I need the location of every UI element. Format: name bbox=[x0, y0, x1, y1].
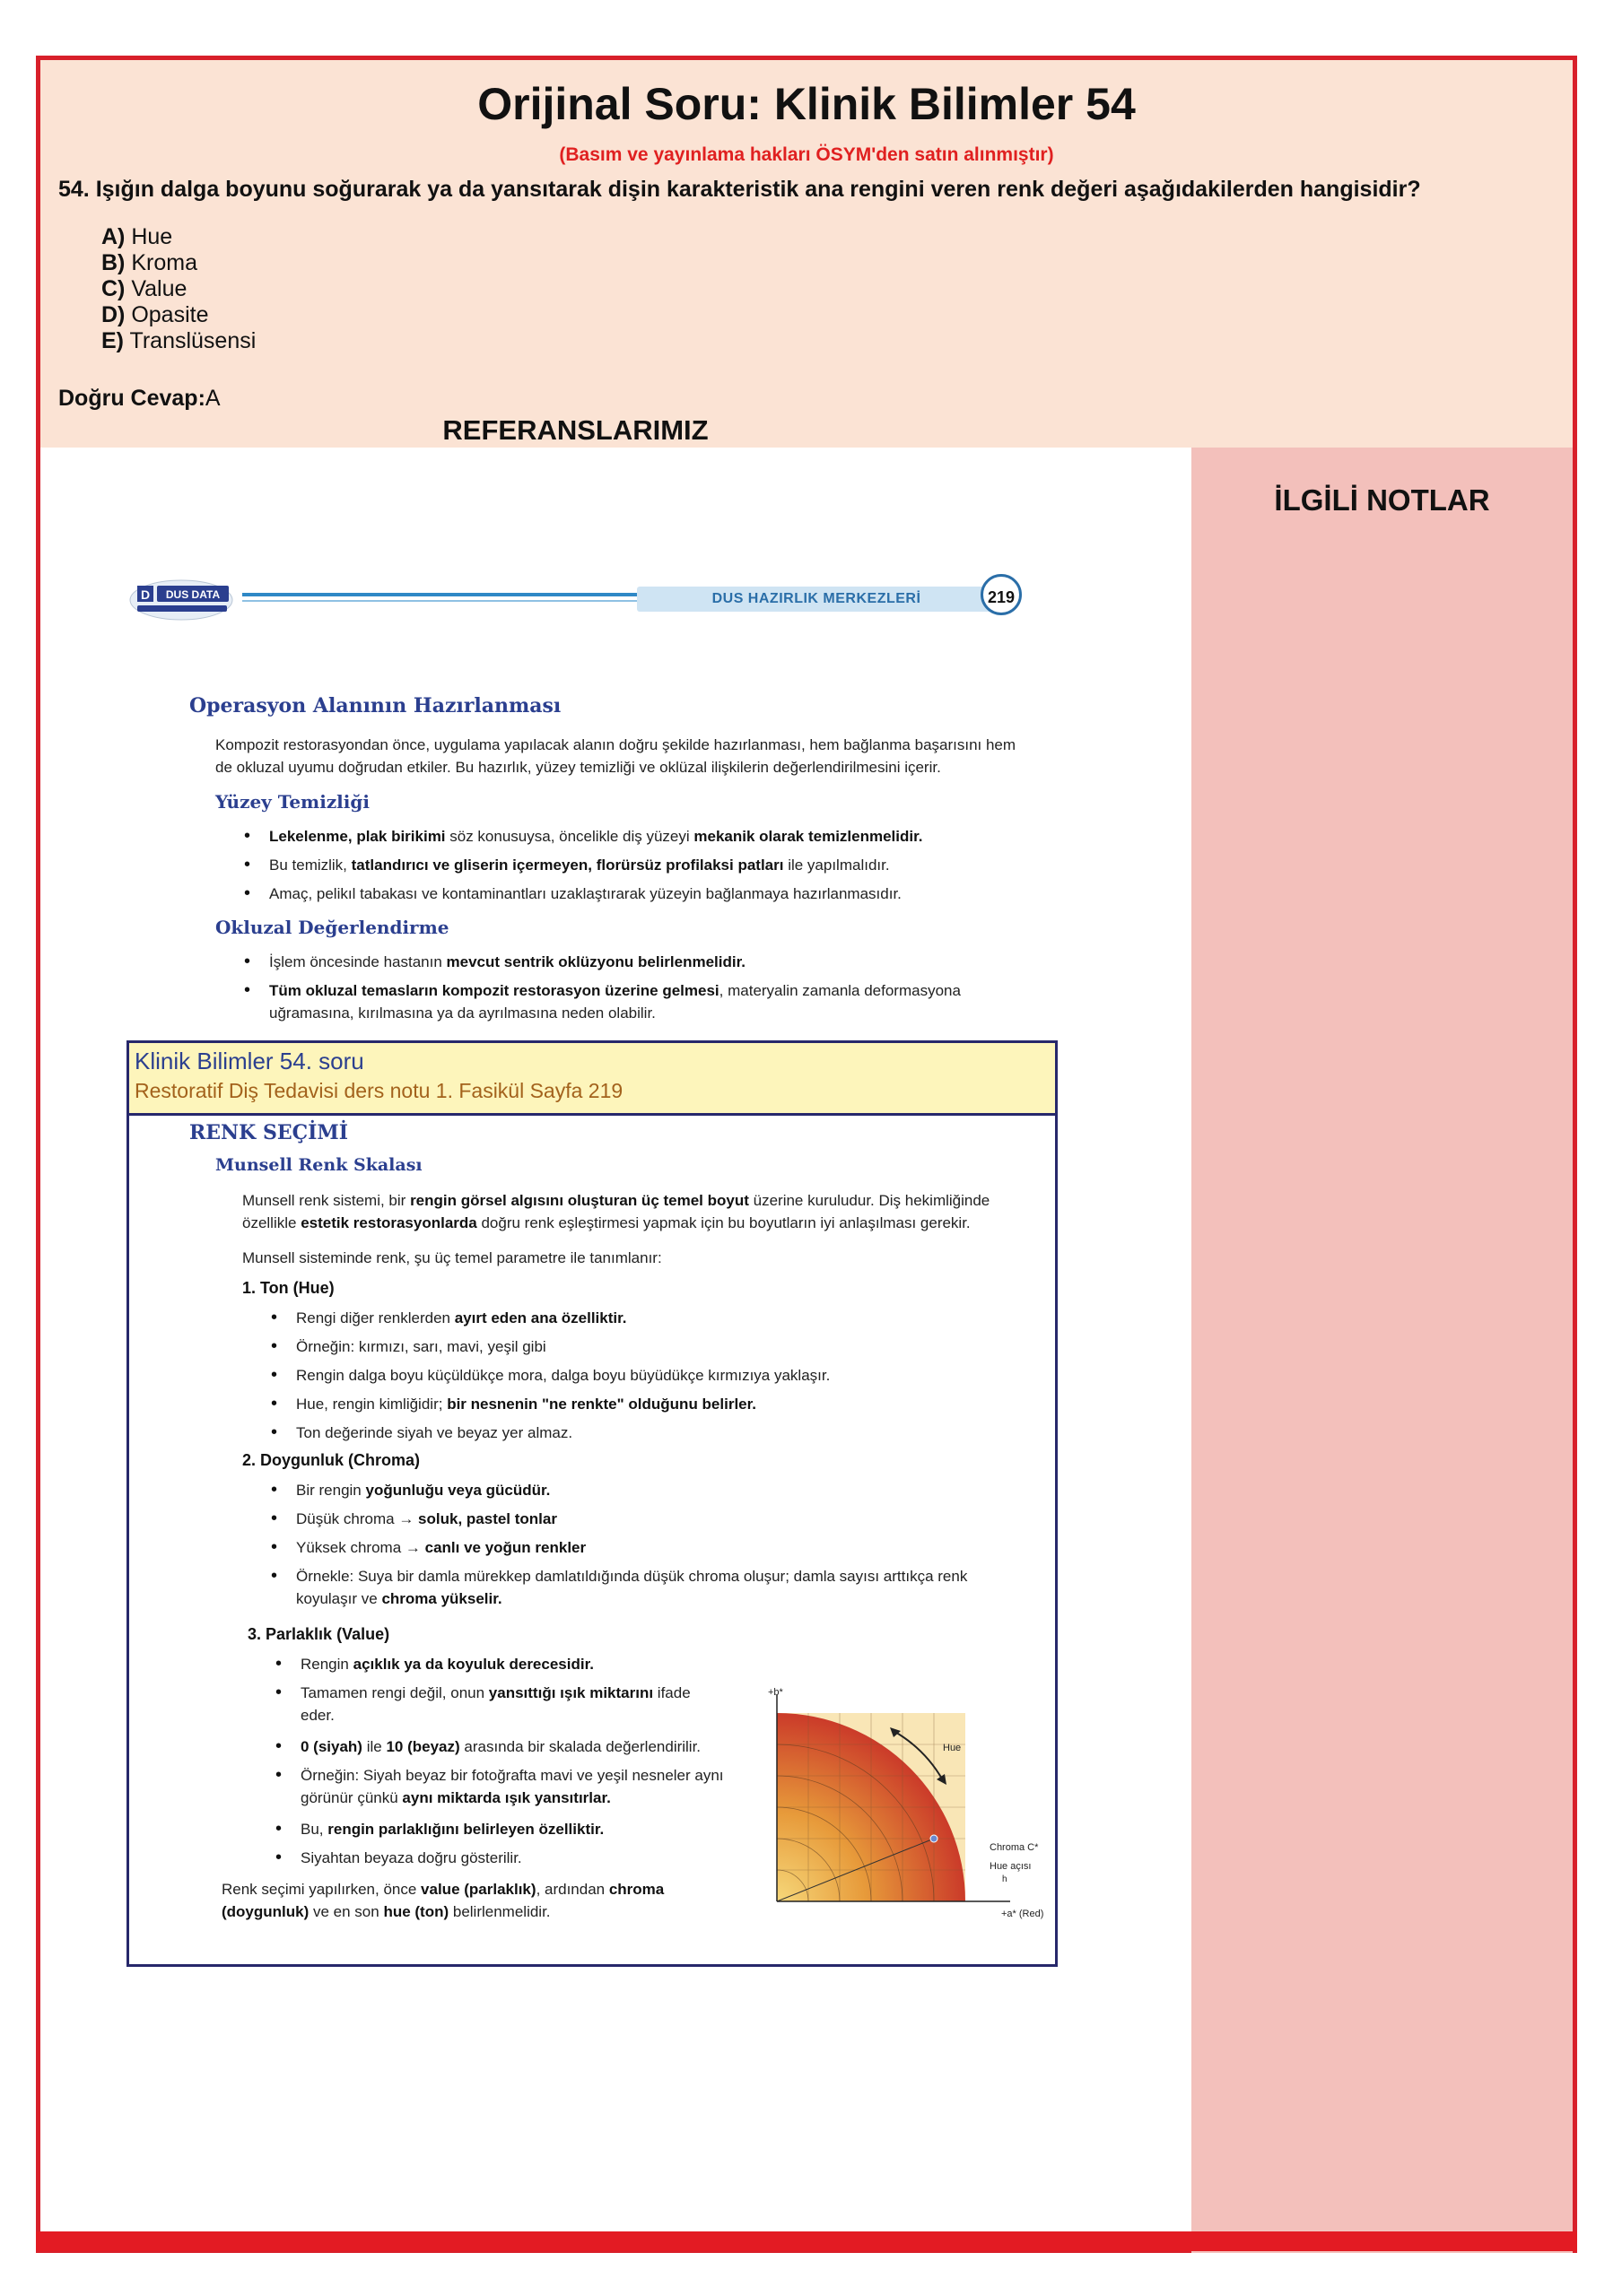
list-item: • Bir rengin yoğunluğu veya gücüdür. bbox=[296, 1479, 550, 1501]
list-item: • Rengi diğer renklerden ayırt eden ana özelliktir. bbox=[296, 1307, 627, 1329]
heading-value: 3. Parlaklık (Value) bbox=[248, 1625, 390, 1643]
list-item: • Örneğin: kırmızı, sarı, mavi, yeşil gibi bbox=[296, 1335, 546, 1358]
list-item: • Ton değerinde siyah ve beyaz yer almaz. bbox=[296, 1422, 572, 1444]
list-item: • 0 (siyah) ile 10 (beyaz) arasında bir skalada değerlendirilir. bbox=[301, 1735, 701, 1758]
subsection-title-okluzal: Okluzal Değerlendirme bbox=[215, 917, 449, 938]
hue-angle-symbol: h bbox=[1002, 1874, 1007, 1884]
option-e: E) Translüsensi bbox=[101, 328, 257, 353]
paragraph: Munsell renk sistemi, bir rengin görsel algısını oluşturan üç temel boyut üzerine kuruludur. Diş hekimliğinde bbox=[242, 1192, 990, 1209]
option-b: B) Kroma bbox=[101, 250, 197, 275]
header-band: DUS HAZIRLIK MERKEZLERİ bbox=[637, 587, 996, 612]
list-item: • Örnekle: Suya bir damla mürekkep damlatıldığında düşük chroma oluşur; damla sayısı arttıkça renk bbox=[296, 1565, 967, 1587]
axis-a-label: +a* (Red) bbox=[1001, 1909, 1044, 1919]
paragraph: özellikle estetik restorasyonlarda doğru renk eşleştirmesi yapmak için bu boyutların iyi anlaşılması gerekir. bbox=[242, 1214, 971, 1231]
correct-answer: Doğru Cevap:A bbox=[58, 386, 221, 411]
paragraph: Munsell sisteminde renk, şu üç temel parametre ile tanımlanır: bbox=[242, 1249, 662, 1266]
notes-title: İLGİLİ NOTLAR bbox=[1274, 483, 1490, 517]
page-number: 219 bbox=[981, 574, 1022, 615]
paragraph: (doygunluk) ve en son hue (ton) belirlenmelidir. bbox=[222, 1903, 551, 1920]
list-item: • Rengin açıklık ya da koyuluk derecesidir. bbox=[301, 1653, 594, 1675]
reference-box-subtitle: Restoratif Diş Tedavisi ders notu 1. Fasikül Sayfa 219 bbox=[135, 1079, 624, 1102]
question-title: Orijinal Soru: Klinik Bilimler 54 bbox=[477, 79, 1136, 129]
subsection-title-yuzey: Yüzey Temizliği bbox=[215, 791, 370, 813]
axis-b-label: +b* bbox=[768, 1687, 783, 1698]
heading-chroma: 2. Doygunluk (Chroma) bbox=[242, 1451, 421, 1469]
list-item: • Lekelenme, plak birikimi söz konusuysa, öncelikle diş yüzeyi mekanik olarak temizlenmelidir. bbox=[269, 825, 923, 848]
hue-angle-label: Hue açısı bbox=[990, 1861, 1032, 1872]
list-item-continuation: görünür çünkü aynı miktarda ışık yansıtırlar. bbox=[301, 1789, 611, 1806]
section-title-renk: RENK SEÇİMİ bbox=[189, 1121, 349, 1144]
option-d: D) Opasite bbox=[101, 302, 209, 327]
heading-ton: 1. Ton (Hue) bbox=[242, 1279, 335, 1297]
question-panel bbox=[40, 60, 1573, 448]
list-item: • Yüksek chroma → canlı ve yoğun renkler bbox=[296, 1536, 586, 1559]
section-intro-line-1: Kompozit restorasyondan önce, uygulama yapılacak alanın doğru şekilde hazırlanması, hem bağlanma başarısını hem bbox=[215, 736, 1016, 753]
list-item: • Tüm okluzal temasların kompozit restorasyon üzerine gelmesi, materyalin zamanla deformasyona bbox=[269, 979, 961, 1002]
notes-panel bbox=[1191, 448, 1573, 2253]
list-item-continuation: uğramasına, kırılmasına ya da ayrılmasına neden olabilir. bbox=[269, 1004, 656, 1022]
hue-label: Hue bbox=[943, 1743, 962, 1753]
list-item: • Örneğin: Siyah beyaz bir fotoğrafta mavi ve yeşil nesneler aynı bbox=[301, 1764, 724, 1787]
munsell-quadrant-figure bbox=[741, 1686, 1064, 1928]
list-item: • Rengin dalga boyu küçüldükçe mora, dalga boyu büyüdükçe kırmızıya yaklaşır. bbox=[296, 1364, 830, 1387]
list-item: • Tamamen rengi değil, onun yansıttığı ışık miktarını ifade bbox=[301, 1682, 691, 1704]
question-text: 54. Işığın dalga boyunu soğurarak ya da yansıtarak dişin karakteristik ana rengini veren renk değeri aşağıdakilerden hangisidir? bbox=[58, 177, 1421, 202]
answer-options bbox=[101, 224, 256, 354]
references-title: REFERANSLARIMIZ bbox=[442, 414, 709, 446]
list-item: • Bu temizlik, tatlandırıcı ve gliserin içermeyen, florürsüz profilaksi patları ile yapılmalıdır. bbox=[269, 854, 890, 876]
section-title-operasyon: Operasyon Alanının Hazırlanması bbox=[189, 694, 562, 718]
list-item-continuation: koyulaşır ve chroma yükselir. bbox=[296, 1590, 502, 1607]
bottom-bar bbox=[36, 2231, 1577, 2251]
logo-text: DUS DATA bbox=[165, 588, 221, 601]
list-item: • Bu, rengin parlaklığını belirleyen özelliktir. bbox=[301, 1818, 604, 1840]
paragraph: Renk seçimi yapılırken, önce value (parlaklık), ardından chroma bbox=[222, 1881, 665, 1898]
list-item: • Hue, rengin kimliğidir; bir nesnenin "ne renkte" olduğunu belirler. bbox=[296, 1393, 756, 1415]
section-intro-line-2: de okluzal uyumu doğrudan etkiler. Bu hazırlık, yüzey temizliği ve oklüzal ilişkilerin değerlendirilmesini içerir. bbox=[215, 759, 941, 776]
option-a: A) Hue bbox=[101, 224, 173, 249]
copyright-note: (Basım ve yayınlama hakları ÖSYM'den satın alınmıştır) bbox=[559, 144, 1054, 165]
subsection-title-munsell: Munsell Renk Skalası bbox=[215, 1155, 423, 1175]
chroma-label: Chroma C* bbox=[990, 1842, 1039, 1853]
svg-text:D: D bbox=[141, 587, 151, 602]
sample-point bbox=[930, 1835, 937, 1842]
dusdata-logo bbox=[128, 577, 234, 622]
reference-box-title: Klinik Bilimler 54. soru bbox=[135, 1048, 364, 1074]
option-c: C) Value bbox=[101, 276, 187, 301]
list-item: • İşlem öncesinde hastanın mevcut sentrik oklüzyonu belirlenmelidir. bbox=[269, 951, 746, 973]
list-item-continuation: eder. bbox=[301, 1707, 335, 1724]
list-item: • Siyahtan beyaza doğru gösterilir. bbox=[301, 1847, 522, 1869]
list-item: • Düşük chroma → soluk, pastel tonlar bbox=[296, 1508, 557, 1530]
list-item: • Amaç, pelikıl tabakası ve kontaminantları uzaklaştırarak yüzeyin bağlanmaya hazırlanmasıdır. bbox=[269, 883, 902, 905]
